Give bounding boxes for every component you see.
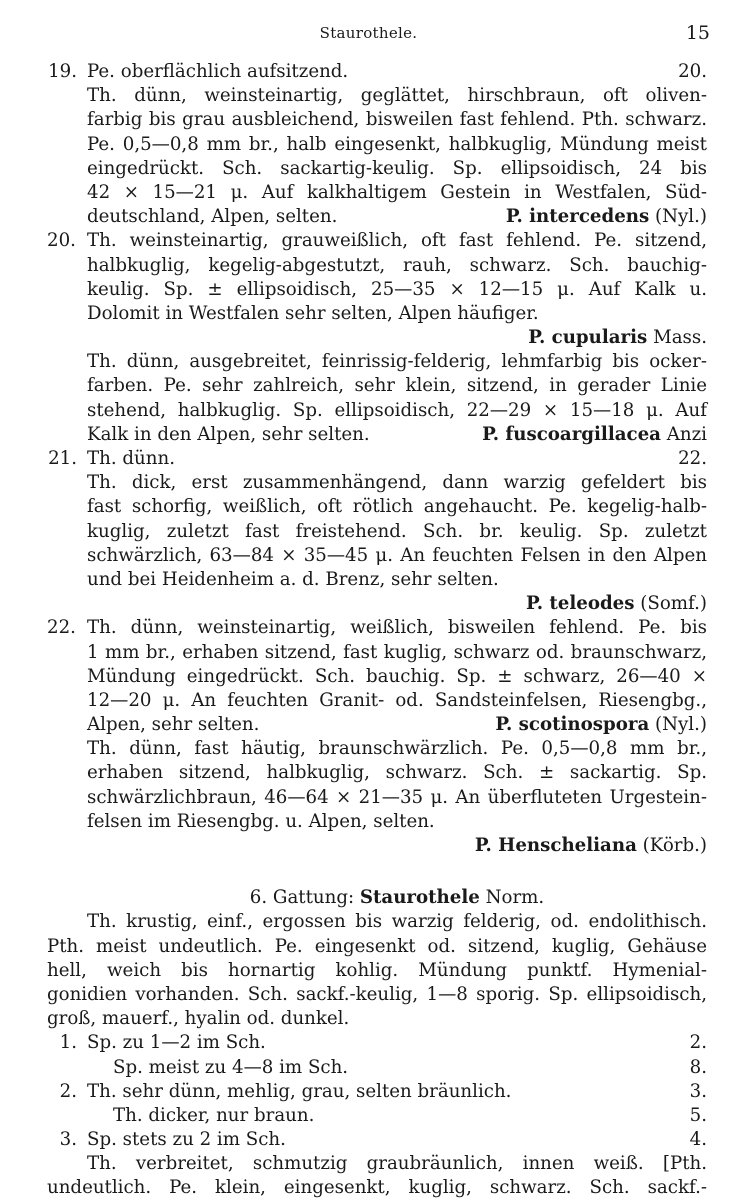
text-line (87, 592, 707, 616)
line-text: Th. dünn, weinsteinartig, geglättet, hirschbraun, oft oliven- (87, 85, 707, 107)
lead-reference (495, 713, 707, 737)
line-text: felsen im Riesengbg. u. Alpen, selten. (87, 810, 435, 832)
key-number: 22. (47, 617, 76, 639)
lead-reference (690, 1056, 707, 1080)
species-name: P. scotinospora (495, 714, 650, 736)
lead-reference (678, 60, 707, 84)
key-number: 3. (59, 1129, 77, 1151)
lead-reference (506, 205, 707, 229)
text-line (87, 786, 707, 810)
text-line (87, 254, 707, 278)
key-number: 1. (59, 1032, 77, 1054)
text-line (47, 935, 707, 959)
text-line (87, 910, 707, 934)
author-name: (Nyl.) (649, 206, 707, 228)
text-line (87, 1104, 707, 1128)
species-name: P. cupularis (528, 327, 648, 349)
key-number: 20. (47, 230, 76, 252)
line-text: groß, mauerf., hyalin od. dunkel. (47, 1008, 350, 1030)
text-line (87, 886, 707, 910)
line-text: Th. dünn, fast häutig, braunschwärzlich. Pe. 0,5—0,8 mm br., (87, 738, 707, 760)
text-line (59, 1031, 707, 1055)
text-line (87, 641, 707, 665)
line-text: Th. dünn, ausgebreitet, feinrissig-felderig, lehmfarbig bis ocker- (87, 351, 707, 373)
text-line (87, 423, 707, 447)
species-name: P. fuscoargillacea (482, 423, 661, 445)
author-name: (Körb.) (636, 835, 707, 856)
line-text: gonidien vorhanden. Sch. sackf.-keulig, 1—8 sporig. Sp. ellipsoidisch, (47, 983, 707, 1005)
author-name: Norm. (479, 887, 545, 909)
text-line (87, 568, 707, 592)
line-text: 6. Gattung: (249, 887, 360, 909)
lead-reference (690, 1128, 707, 1152)
text-line (87, 181, 707, 205)
line-text: Pth. meist undeutlich. Pe. eingesenkt od. sitzend, kuglig, Gehäuse (47, 935, 707, 957)
line-text: Pe. 0,5—0,8 mm br., halb eingesenkt, halbkuglig, Mündung meist (87, 133, 707, 155)
line-text: Kalk in den Alpen, sehr selten. (87, 423, 370, 445)
line-text: Sp. stets zu 2 im Sch. (87, 1129, 286, 1151)
lead-number: 4. (689, 1129, 707, 1151)
line-text: eingedrückt. Sch. sackartig-keulig. Sp. ellipsoidisch, 24 bis (87, 157, 707, 179)
text-line (87, 834, 707, 858)
lead-number: 22. (678, 448, 707, 469)
lead-number: 2. (689, 1032, 707, 1054)
line-text: Th. dick, erst zusammenhängend, dann warzig gefeldert bis (87, 472, 707, 494)
author-name: (Somf.) (634, 593, 707, 615)
species-name: Staurothele (359, 887, 480, 909)
text-line (59, 1128, 707, 1152)
line-text: stehend, halbkuglig. Sp. ellipsoidisch, 22—29 × 15—18 μ. Auf (87, 399, 707, 421)
species-name: P. Henscheliana (474, 835, 637, 856)
author-name: Mass. (647, 327, 707, 349)
text-line (87, 157, 707, 181)
line-text: deutschland, Alpen, selten. (87, 206, 338, 228)
line-text: erhaben sitzend, halbkuglig, schwarz. Sch. ± sackartig. Sp. (87, 762, 707, 784)
line-text: Th. dünn, weinsteinartig, weißlich, bisweilen fehlend. Pe. bis (87, 617, 707, 639)
lead-reference (482, 423, 707, 447)
text-line (87, 689, 707, 713)
text-line (87, 495, 707, 519)
text-line (87, 737, 707, 761)
text-line (87, 302, 707, 326)
lead-reference (690, 1031, 707, 1055)
text-line (47, 229, 707, 253)
text-line (87, 858, 707, 886)
page-header (0, 20, 737, 50)
species-name: P. teleodes (526, 593, 635, 615)
author-name: (Nyl.) (649, 714, 707, 736)
text-line (87, 350, 707, 374)
line-text: kuglig, zuletzt fast freistehend. Sch. br. keulig. Sp. zuletzt (87, 520, 707, 542)
text-line (87, 205, 707, 229)
line-text: Th. dicker, nur braun. (113, 1104, 315, 1126)
line-text: farben. Pe. sehr zahlreich, sehr klein, sitzend, in gerader Linie (87, 375, 707, 397)
line-text: Sp. zu 1—2 im Sch. (87, 1032, 266, 1054)
lead-number: 5. (689, 1104, 707, 1126)
line-text: Pe. oberflächlich aufsitzend. (87, 61, 349, 82)
line-text: hell, weich bis hornartig kohlig. Mündung punktf. Hymenial- (47, 959, 707, 981)
line-text: Sp. meist zu 4—8 im Sch. (113, 1056, 349, 1078)
lead-number: 20. (678, 61, 707, 82)
line-text: 42 × 15—21 μ. Auf kalkhaltigem Gestein in Westfalen, Süd- (87, 181, 707, 203)
line-text: undeutlich. Pe. klein, eingesenkt, kuglig, schwarz. Sch. sackf.- (47, 1177, 707, 1199)
lead-reference (690, 1080, 707, 1104)
key-number: 19. (48, 61, 77, 82)
lead-reference (678, 447, 707, 471)
text-line (87, 278, 707, 302)
line-text: Th. krustig, einf., ergossen bis warzig felderig, od. endolithisch. (87, 911, 707, 933)
text-line (47, 1007, 707, 1031)
line-text: schwärzlich, 63—84 × 35—45 μ. An feuchten Felsen in den Alpen (87, 544, 707, 566)
text-line (87, 326, 707, 350)
text-line (87, 1056, 707, 1080)
running-title: Staurothele. (319, 24, 418, 42)
line-text: und bei Heidenheim a. d. Brenz, sehr selten. (87, 568, 499, 590)
line-text: 12—20 μ. An feuchten Granit- od. Sandsteinfelsen, Riesengbg., (87, 689, 707, 711)
text-line (47, 1176, 707, 1200)
text-line (87, 665, 707, 689)
text-line (87, 544, 707, 568)
line-text: Alpen, sehr selten. (87, 714, 260, 736)
text-line (47, 959, 707, 983)
text-line (87, 520, 707, 544)
text-line (47, 616, 707, 640)
line-text: Th. sehr dünn, mehlig, grau, selten bräunlich. (87, 1080, 512, 1102)
line-text: Th. verbreitet, schmutzig graubräunlich, innen weiß. [Pth. (87, 1153, 707, 1175)
text-line (59, 1080, 707, 1104)
line-text: keulig. Sp. ± ellipsoidisch, 25—35 × 12—15 μ. Auf Kalk u. (87, 278, 707, 300)
lead-number: 8. (689, 1056, 707, 1078)
text-line (87, 471, 707, 495)
text-line (87, 713, 707, 737)
text-line (87, 108, 707, 132)
line-text: Th. weinsteinartig, grauweißlich, oft fast fehlend. Pe. sitzend, (87, 230, 707, 252)
text-line (87, 810, 707, 834)
line-text: halbkuglig, kegelig-abgestutzt, rauh, schwarz. Sch. bauchig- (87, 254, 707, 276)
body-text (47, 60, 707, 1201)
author-name: Anzi (660, 423, 707, 445)
line-text: Th. dünn. (87, 448, 175, 469)
lead-reference (690, 1104, 707, 1128)
lead-number: 3. (689, 1080, 707, 1102)
text-line (87, 399, 707, 423)
text-line (47, 983, 707, 1007)
line-text: 1 mm br., erhaben sitzend, fast kuglig, schwarz od. braunschwarz, (87, 641, 707, 663)
text-line (87, 761, 707, 785)
line-text: schwärzlichbraun, 46—64 × 21—35 μ. An überfluteten Urgestein- (87, 786, 707, 808)
key-number: 21. (48, 448, 77, 469)
species-name: P. intercedens (505, 206, 650, 228)
text-line (48, 60, 707, 84)
text-line (87, 1152, 707, 1176)
text-line (87, 374, 707, 398)
line-text: Dolomit in Westfalen sehr selten, Alpen häufiger. (87, 302, 539, 324)
key-number: 2. (59, 1080, 77, 1102)
page-number: 15 (685, 22, 710, 44)
line-text: farbig bis grau ausbleichend, bisweilen fast fehlend. Pth. schwarz. (87, 109, 707, 131)
text-line (87, 133, 707, 157)
line-text: Mündung eingedrückt. Sch. bauchig. Sp. ± schwarz, 26—40 × (87, 665, 707, 687)
text-line (87, 84, 707, 108)
line-text: fast schorfig, weißlich, oft rötlich angehaucht. Pe. kegelig-halb- (87, 496, 707, 518)
text-line (48, 447, 707, 471)
